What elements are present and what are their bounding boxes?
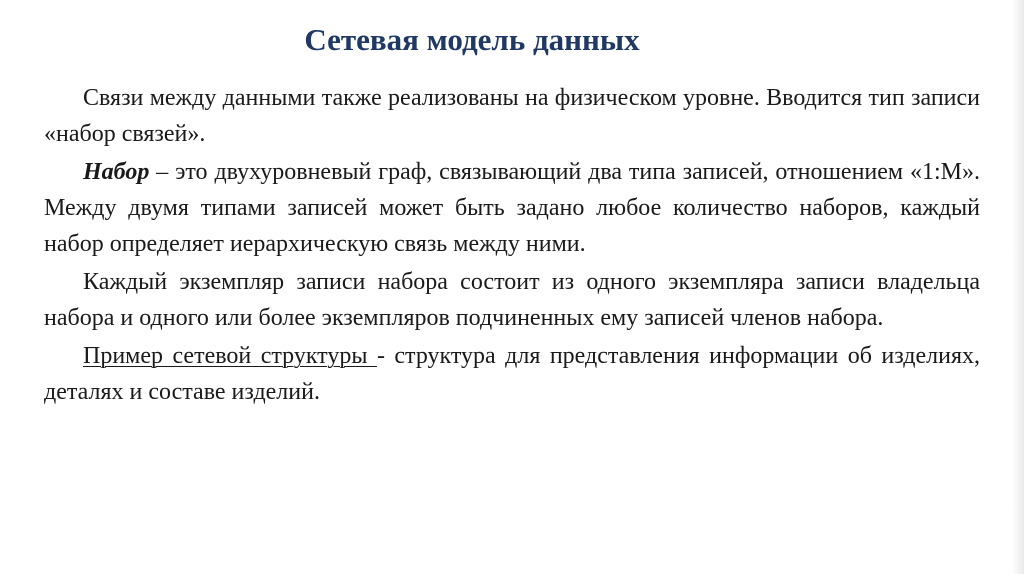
paragraph-network-example <box>44 338 980 412</box>
set-definition-text: – это двухуровневый граф, связывающий два типа записей, отношением «1:М». Между двумя типами записей может быть задано любое количество наборов, каждый набор определяет иерархическую связь между ними. <box>44 159 980 257</box>
paragraph-set-instance: Каждый экземпляр записи набора состоит из одного экземпляра записи владельца набора и одного или более экземпляров подчиненных ему записей членов набора. <box>44 269 980 331</box>
paragraph-set-definition <box>44 154 980 264</box>
paragraph-links-physical: Связи между данными также реализованы на физическом уровне. Вводится тип записи «набор связей». <box>44 85 980 147</box>
slide-body <box>44 80 980 412</box>
slide-title: Сетевая модель данных <box>304 22 640 57</box>
network-example-text: - структура для представления информации об изделиях, деталях и составе изделий. <box>44 343 980 405</box>
term-set: Набор <box>83 159 150 185</box>
network-example-link[interactable]: Пример сетевой структуры <box>83 343 377 369</box>
slide-edge-shadow <box>1012 0 1024 574</box>
